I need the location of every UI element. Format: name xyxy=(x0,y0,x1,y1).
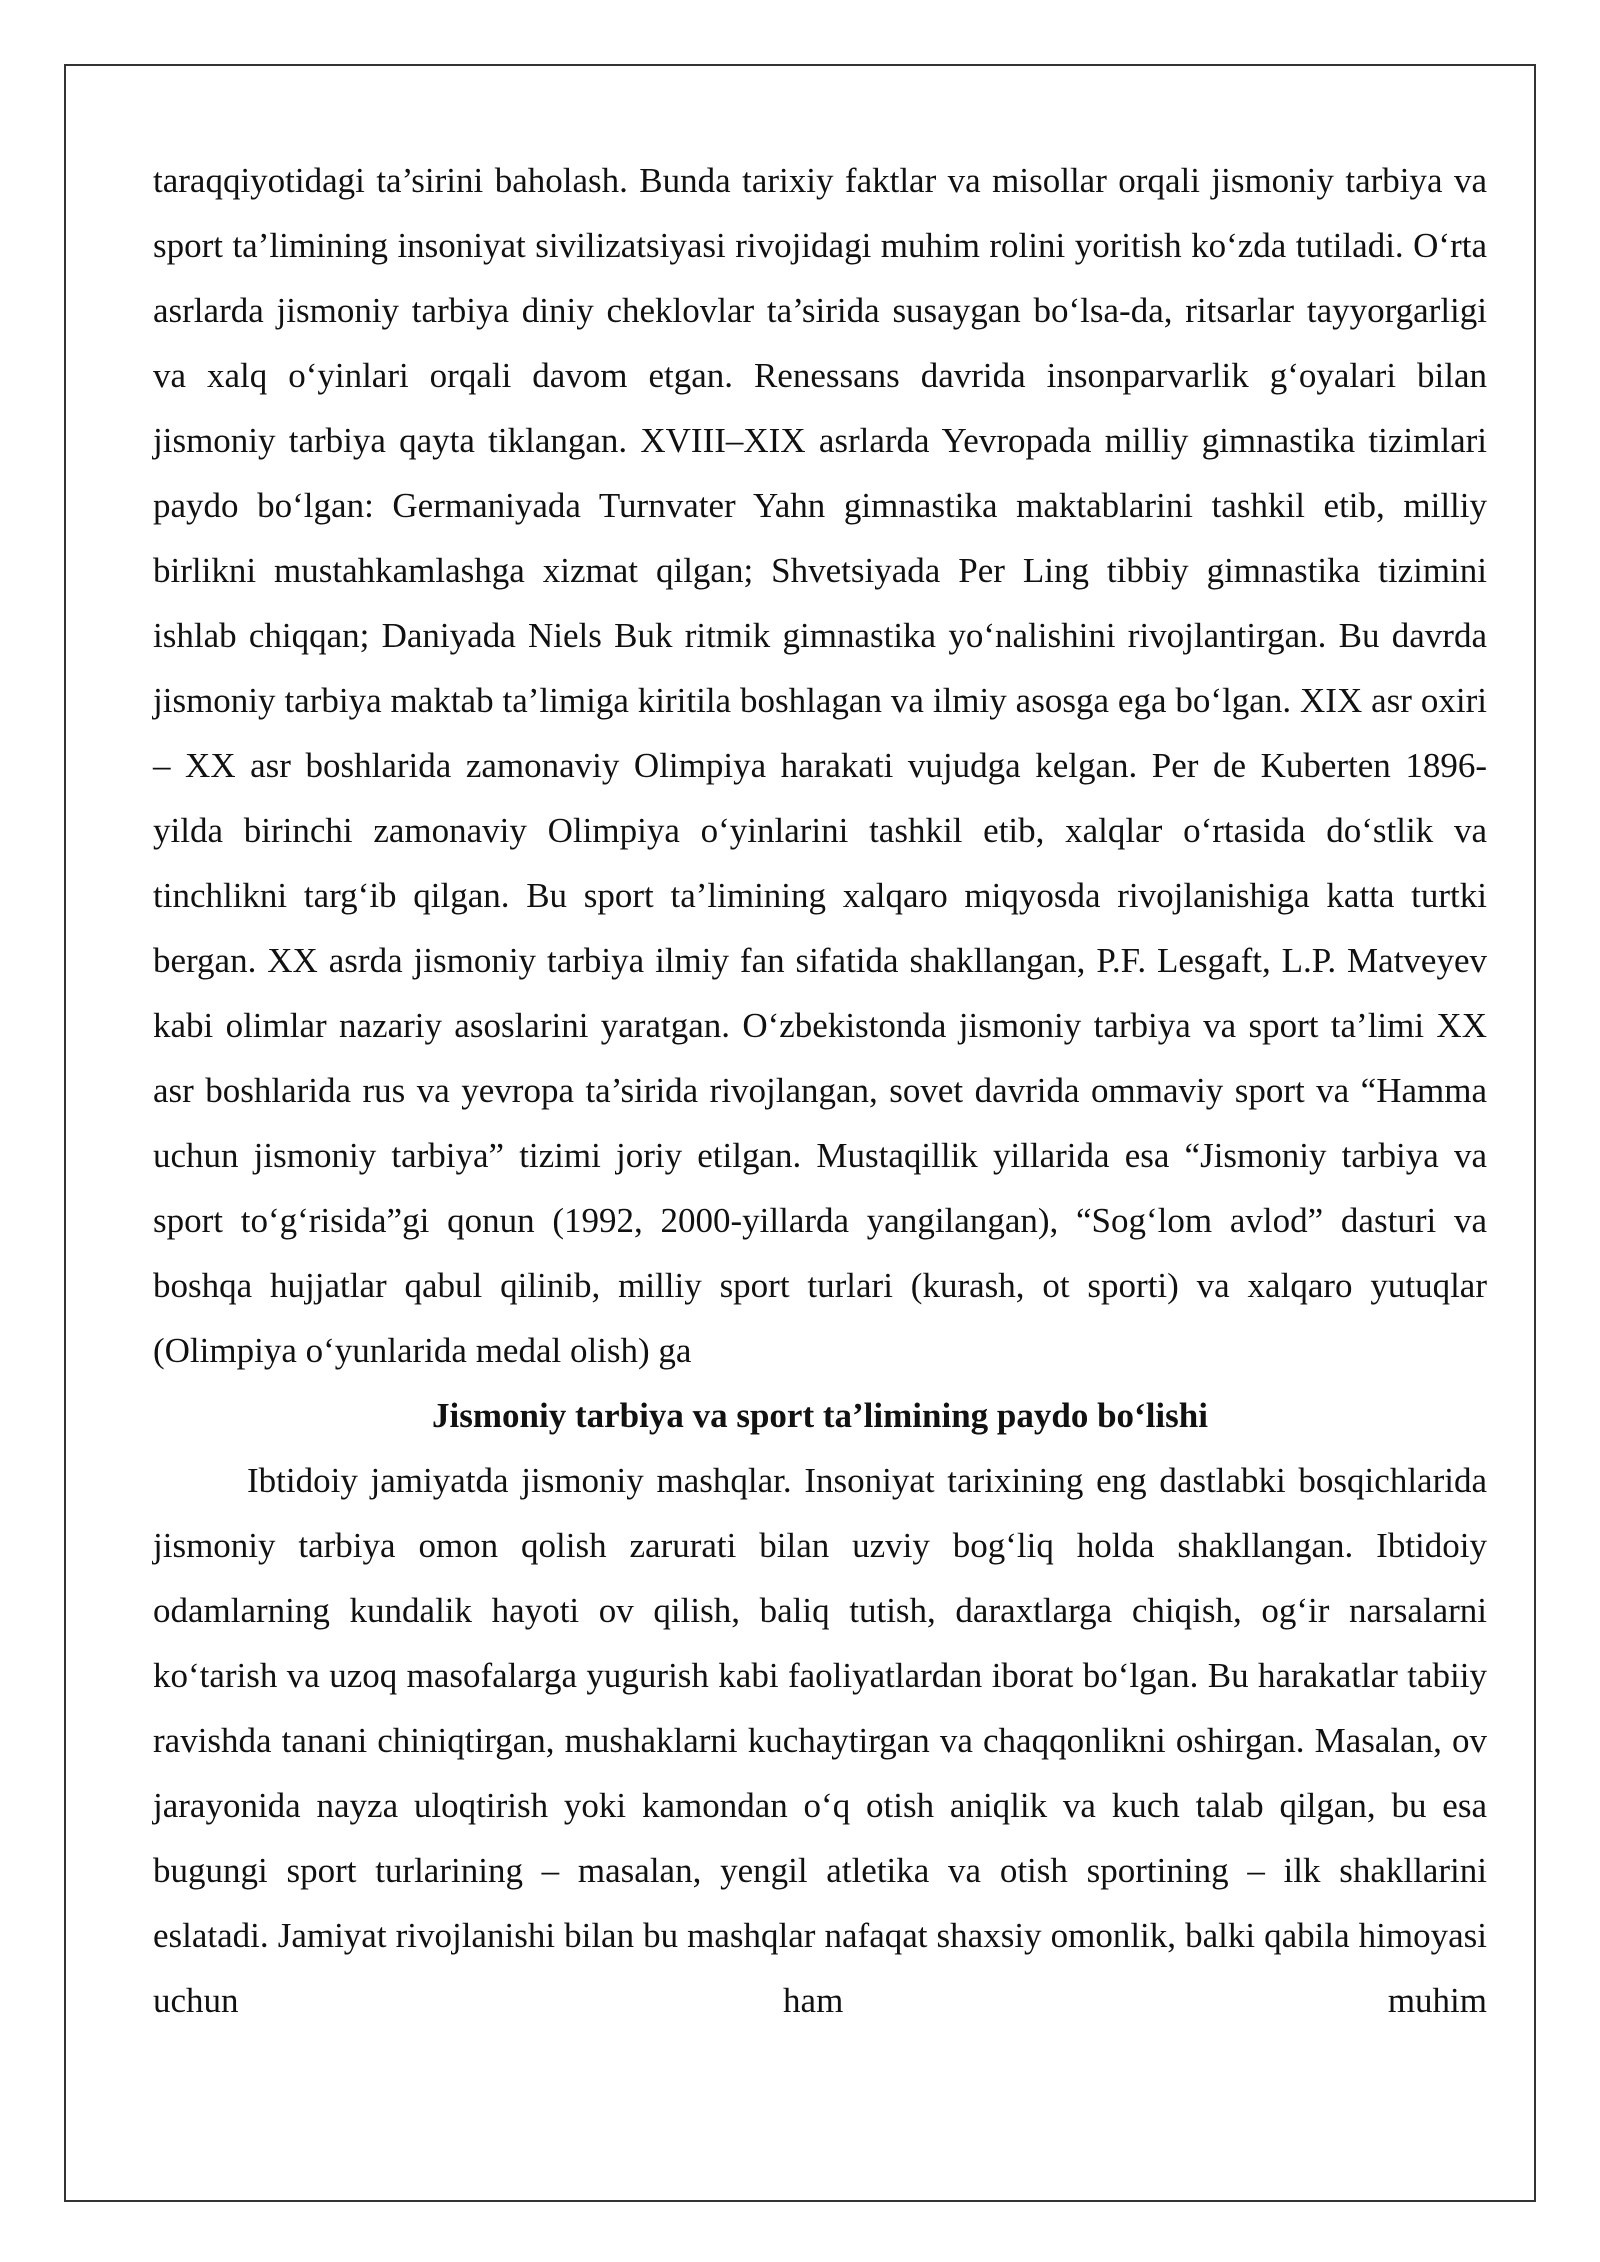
section-heading: Jismoniy tarbiya va sport ta’limining paydo bo‘lishi xyxy=(432,1396,1208,1435)
intro-paragraph: taraqqiyotidagi ta’sirini baholash. Bunda tarixiy faktlar va misollar orqali jismoniy tarbiya va sport ta’limining insoniyat sivilizatsiyasi rivojidagi muhim rolini yoritish ko‘zda tutiladi. O‘rta asrlarda jismoniy tarbiya diniy cheklovlar ta’sirida susaygan bo‘lsa-da, ritsarlar tayyorgarligi va xalq o‘yinlari orqali davom etgan. Renessans davrida insonparvarlik g‘oyalari bilan jismoniy tarbiya qayta tiklangan. XVIII–XIX asrlarda Yevropada milliy gimnastika tizimlari paydo bo‘lgan: Germaniyada Turnvater Yahn gimnastika maktablarini tashkil etib, milliy birlikni mustahkamlashga xizmat qilgan; Shvetsiyada Per Ling tibbiy gimnastika tizimini ishlab chiqqan; Daniyada Niels Buk ritmik gimnastika yo‘nalishini rivojlantirgan. Bu davrda jismoniy tarbiya maktab ta’limiga kiritila boshlagan va ilmiy asosga ega bo‘lgan. XIX asr oxiri – XX asr boshlarida zamonaviy Olimpiya harakati vujudga kelgan. Per de Kuberten 1896-yilda birinchi zamonaviy Olimpiya o‘yinlarini tashkil etib, xalqlar o‘rtasida do‘stlik va tinchlikni targ‘ib qilgan. Bu sport ta’limining xalqaro miqyosda rivojlanishiga katta turtki bergan. XX asrda jismoniy tarbiya ilmiy fan sifatida shakllangan, P.F. Lesgaft, L.P. Matveyev kabi olimlar nazariy asoslarini yaratgan. O‘zbekistonda jismoniy tarbiya va sport ta’limi XX asr boshlarida rus va yevropa ta’sirida rivojlangan, sovet davrida ommaviy sport va “Hamma uchun jismoniy tarbiya” tizimi joriy etilgan. Mustaqillik yillarida esa “Jismoniy tarbiya va sport to‘g‘risida”gi qonun (1992, 2000-yillarda yangilangan), “Sog‘lom avlod” dasturi va boshqa hujjatlar qabul qilinib, milliy sport turlari (kurash, ot sporti) va xalqaro yutuqlar (Olimpiya o‘yunlarida medal olish) ga xyxy=(153,161,1487,1370)
section-paragraph: Ibtidoiy jamiyatda jismoniy mashqlar. Insoniyat tarixining eng dastlabki bosqichlarida jismoniy tarbiya omon qolish zarurati bilan uzviy bog‘liq holda shakllangan. Ibtidoiy odamlarning kundalik hayoti ov qilish, baliq tutish, daraxtlarga chiqish, og‘ir narsalarni ko‘tarish va uzoq masofalarga yugurish kabi faoliyatlardan iborat bo‘lgan. Bu harakatlar tabiiy ravishda tanani chiniqtirgan, mushaklarni kuchaytirgan va chaqqonlikni oshirgan. Masalan, ov jarayonida nayza uloqtirish yoki kamondan o‘q otish aniqlik va kuch talab qilgan, bu esa bugungi sport turlarining – masalan, yengil atletika va otish sportining – ilk shakllarini eslatadi. Jamiyat rivojlanishi bilan bu mashqlar nafaqat shaxsiy omonlik, balki qabila himoyasi uchun ham muhim xyxy=(153,1461,1487,2020)
document-body xyxy=(153,148,1487,2033)
